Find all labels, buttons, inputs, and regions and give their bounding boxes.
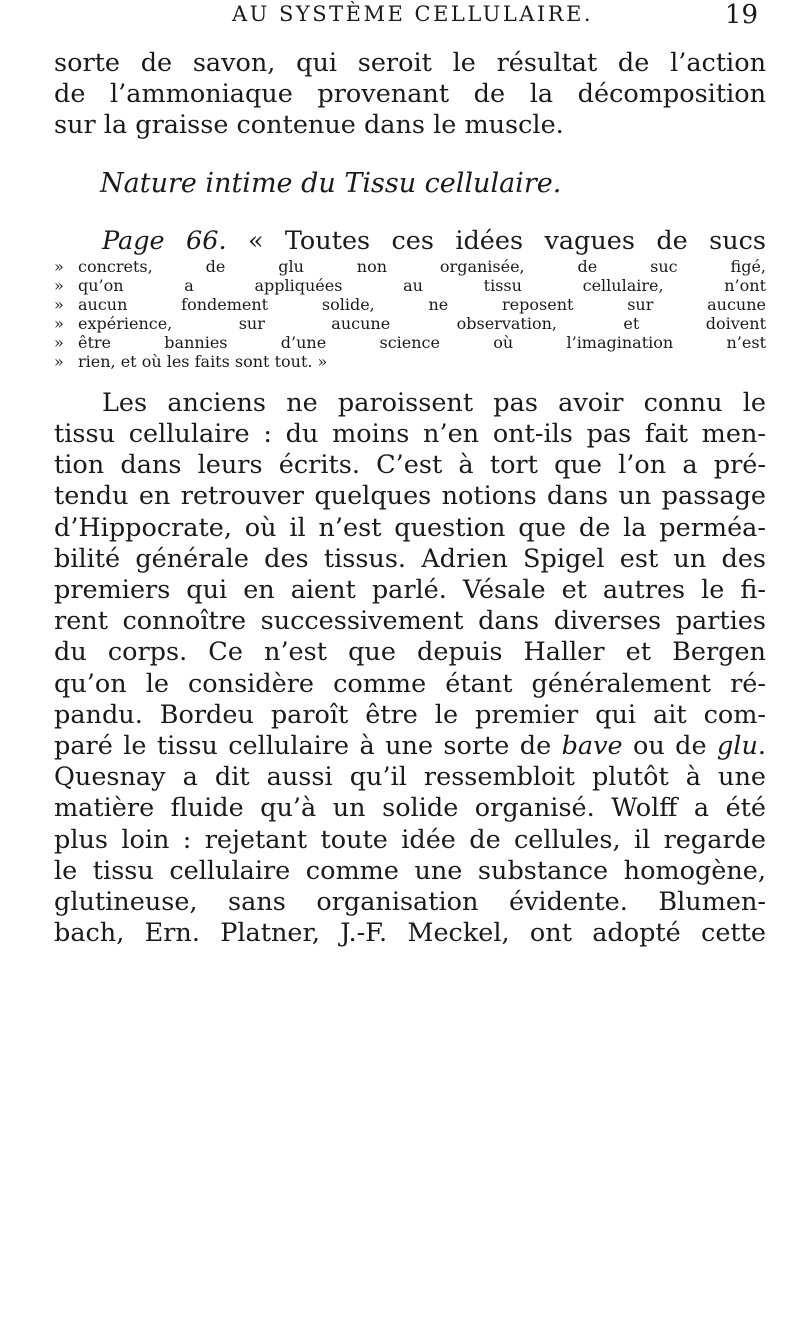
text-line: Les anciens ne paroissent pas avoir connu le (102, 387, 766, 418)
quote-mark: » (54, 294, 64, 314)
quote-text: être bannies d’une science où l’imagination n’est (78, 332, 766, 352)
quote-mark: » (54, 332, 64, 352)
text-line-with-italics (54, 731, 766, 762)
quote-first-line (54, 226, 766, 257)
quote-mark: » (54, 275, 64, 295)
quote-line (54, 333, 766, 352)
text-line: pandu. Bordeu paroît être le premier qui ait com- (54, 699, 766, 730)
text-line: Quesnay a dit aussi qu’il ressembloit plutôt à une (54, 762, 766, 793)
section-heading: Nature intime du Tissu cellulaire. (100, 167, 562, 199)
text-line: matière fluide qu’à un solide organisé. Wolff a été (54, 793, 766, 824)
quote-text: qu’on a appliquées au tissu cellulaire, n’ont (78, 275, 766, 295)
quote-line (54, 314, 766, 333)
text-line: plus loin : rejetant toute idée de cellules, il regarde (54, 824, 766, 855)
quote-mark: » (54, 313, 64, 333)
quote-text: rien, et où les faits sont tout. » (78, 351, 328, 371)
quote-text: expérience, sur aucune observation, et doivent (78, 313, 766, 333)
text-line: sur la graisse contenue dans le muscle. (54, 110, 564, 141)
running-title: AU SYSTÈME CELLULAIRE. (232, 2, 594, 26)
text-line: tissu cellulaire : du moins n’en ont-ils pas fait men- (54, 419, 766, 450)
text-line: bilité générale des tissus. Adrien Spigel est un des (54, 543, 766, 574)
quote-opening: « Toutes ces idées vagues de sucs (247, 225, 767, 256)
running-head (54, 0, 766, 48)
page-number: 19 (724, 0, 758, 30)
italic-term: glu (716, 731, 758, 762)
text-fragment: . (757, 731, 766, 762)
quote-text: aucun fondement solide, ne reposent sur aucune (78, 294, 766, 314)
text-line: d’Hippocrate, où il n’est question que de la perméa- (54, 512, 766, 543)
text-line: de l’ammoniaque provenant de la décomposition (54, 79, 766, 110)
text-line: sorte de savon, qui seroit le résultat de l’action (54, 48, 766, 78)
text-line: du corps. Ce n’est que depuis Haller et Bergen (54, 637, 766, 668)
text-line: tion dans leurs écrits. C’est à tort que l’on a pré- (54, 450, 766, 481)
book-page (54, 0, 766, 949)
quote-line (54, 352, 766, 371)
text-line: rent connoître successivement dans diverses parties (54, 606, 766, 637)
text-line: premiers qui en aient parlé. Vésale et autres le fi- (54, 575, 766, 606)
paragraph-1 (54, 48, 766, 142)
quote-line (54, 295, 766, 314)
text-line: qu’on le considère comme étant généralement ré- (54, 668, 766, 699)
quote-line (54, 276, 766, 295)
paragraph-2 (54, 388, 766, 950)
page-reference: Page 66. (102, 225, 227, 256)
text-fragment: ou de (622, 731, 717, 762)
text-line: glutineuse, sans organisation évidente. Blumen- (54, 887, 766, 918)
text-fragment: paré le tissu cellulaire à une sorte de (54, 731, 562, 762)
text-line: bach, Ern. Platner, J.-F. Meckel, ont adopté cette (54, 918, 766, 949)
italic-term: bave (561, 731, 623, 762)
quote-mark: » (54, 256, 64, 276)
quote-line (54, 257, 766, 276)
text-line: le tissu cellulaire comme une substance homogène, (54, 855, 766, 886)
quotation (54, 226, 766, 371)
text-line: tendu en retrouver quelques notions dans un passage (54, 481, 766, 512)
quote-text: concrets, de glu non organisée, de suc figé, (78, 256, 766, 276)
quote-mark: » (54, 351, 64, 371)
